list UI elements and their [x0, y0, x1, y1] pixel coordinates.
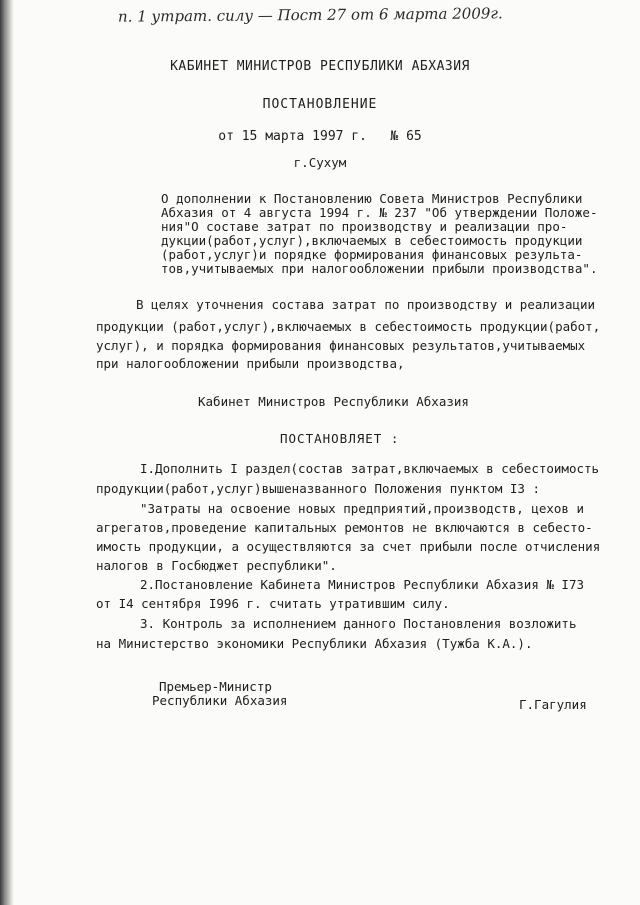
quote-line: агрегатов,проведение капитальных ремонтов не включаются в себесто- [96, 520, 593, 535]
document-type: ПОСТАНОВЛЕНИЕ [262, 97, 378, 112]
item-3-line: 3. Контроль за исполнением данного Постановления возложить [140, 616, 577, 631]
preamble-line: В целях уточнения состава затрат по производству и реализации [136, 297, 596, 312]
city: г.Сухум [293, 155, 347, 170]
issuer-line: Кабинет Министров Республики Абхазия [198, 394, 469, 409]
subject-line: Абхазия от 4 августа 1994 г. № 237 "Об утверждении Положе- [161, 205, 598, 220]
subject-line: О дополнении к Постановлению Совета Министров Республики [161, 191, 583, 206]
preamble-line: услуг), и порядка формирования финансовых результатов,учитываемых [96, 338, 586, 353]
preamble-line: продукции (работ,услуг),включаемых в себестоимость продукции(работ, [96, 319, 601, 334]
signatory-title: Республики Абхазия [152, 693, 288, 708]
preamble-line: при налогообложении прибыли производства, [96, 356, 405, 371]
item-2-line: 2.Постановление Кабинета Министров Республики Абхазия № I73 [140, 577, 585, 592]
quote-line: налогов в Госбюджет республики". [96, 558, 337, 573]
subject-line: (работ,услуг)и порядке формирования финансовых результа- [161, 247, 583, 262]
resolves-heading: ПОСТАНОВЛЯЕТ : [280, 431, 400, 446]
date-number: от 15 марта 1997 г. № 65 [218, 129, 422, 144]
signatory-title: Премьер-Министр [159, 679, 272, 694]
subject-line: тов,учитываемых при налогообложении прибыли производства". [161, 261, 598, 276]
issuer-heading: КАБИНЕТ МИНИСТРОВ РЕСПУБЛИКИ АБХАЗИЯ [170, 59, 470, 74]
item-1-line: продукции(работ,услуг)вышеназванного Положения пунктом I3 : [96, 481, 541, 496]
item-1-line: I.Дополнить I раздел(состав затрат,включаемых в себестоимость [140, 461, 600, 476]
handwritten-note: п. 1 утрат. силу — Пост 27 от 6 марта 2009г. [117, 4, 503, 26]
subject-line: дукции(работ,услуг),включаемых в себестоимость продукции [161, 233, 583, 248]
quote-line: "Затраты на освоение новых предприятий,производств, цехов и [140, 501, 585, 516]
signatory-name: Г.Гагулия [519, 697, 587, 712]
item-2-line: от I4 сентября I996 г. считать утратившим силу. [96, 596, 450, 611]
subject-line: ния"О составе затрат по производству и реализации про- [161, 219, 568, 234]
quote-line: имость продукции, а осуществляются за счет прибыли после отчисления [96, 539, 601, 554]
item-3-line: на Министерство экономики Республики Абхазия (Тужба К.А.). [96, 636, 533, 651]
